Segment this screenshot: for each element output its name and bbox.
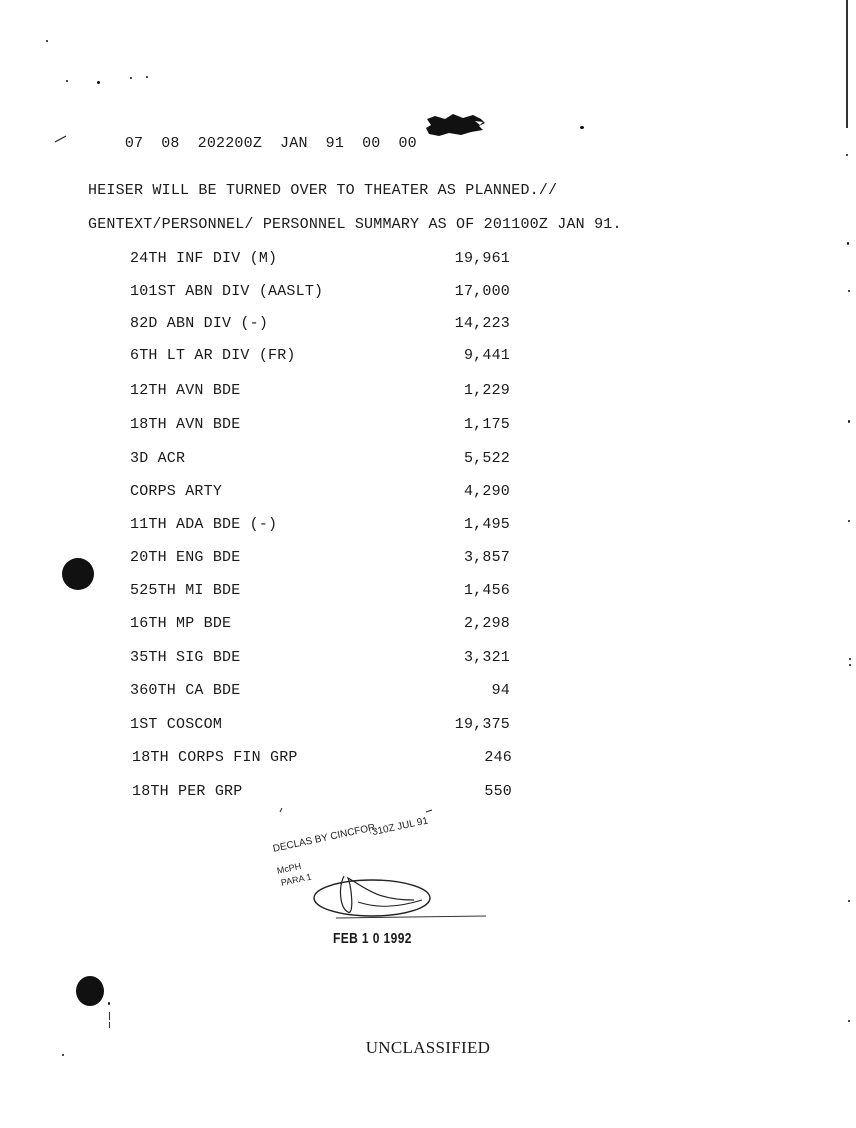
margin-mark	[54, 134, 68, 144]
unit-count: 2,298	[463, 615, 510, 632]
redaction-mark	[425, 113, 487, 137]
classification-marking: UNCLASSIFIED	[365, 1038, 491, 1057]
stamp-line: ·310Z JUL 91	[368, 815, 430, 839]
unit-label: 525TH MI BDE	[130, 582, 241, 599]
unit-count: 94	[491, 682, 510, 699]
unit-label: 82D ABN DIV (-)	[130, 315, 269, 332]
unit-count: 9,441	[463, 347, 510, 364]
unit-count: 1,175	[463, 416, 510, 433]
unit-label: 101ST ABN DIV (AASLT)	[130, 283, 324, 300]
scan-speck	[846, 154, 848, 156]
scan-speck	[97, 81, 100, 84]
scan-speck	[580, 126, 584, 129]
unit-count: 5,522	[463, 450, 510, 467]
unit-label: 18TH PER GRP	[132, 783, 243, 800]
unit-label: 20TH ENG BDE	[130, 549, 241, 566]
header-field: 00	[362, 135, 381, 152]
scan-speck	[108, 1002, 110, 1005]
unit-label: 1ST COSCOM	[130, 716, 223, 733]
unit-label: 35TH SIG BDE	[130, 649, 241, 666]
header-field: 08	[161, 135, 180, 152]
scan-speck	[848, 420, 850, 423]
unit-label: CORPS ARTY	[130, 483, 223, 500]
unit-count: 1,456	[463, 582, 510, 599]
unit-count: 19,961	[454, 250, 510, 267]
header-field: 00	[398, 135, 417, 152]
scan-speck	[848, 290, 850, 292]
header-field: 202200Z	[197, 135, 263, 152]
unit-count: 3,857	[463, 549, 510, 566]
unit-label: 18TH CORPS FIN GRP	[132, 749, 298, 766]
unit-count: 19,375	[454, 716, 510, 733]
scan-speck	[66, 80, 68, 82]
unit-count: 17,000	[454, 283, 510, 300]
body-line: GENTEXT/PERSONNEL/ PERSONNEL SUMMARY AS OF 201100Z JAN 91.	[88, 216, 622, 233]
stamp-line: PARA 1	[280, 871, 313, 888]
unit-count: 3,321	[463, 649, 510, 666]
date-stamp: FEB 1 0 1992	[333, 930, 412, 947]
unit-label: 11TH ADA BDE (-)	[130, 516, 278, 533]
declassification-stamp	[266, 808, 496, 928]
scan-edge-line	[846, 0, 848, 128]
scan-speck	[109, 1012, 110, 1020]
punch-hole	[62, 558, 94, 590]
unit-label: 3D ACR	[130, 450, 186, 467]
message-header	[88, 118, 435, 169]
scan-speck	[849, 664, 851, 666]
unit-count: 246	[484, 749, 512, 766]
unit-count: 4,290	[463, 483, 510, 500]
unit-label: 24TH INF DIV (M)	[130, 250, 278, 267]
scan-speck	[146, 76, 148, 78]
body-line: HEISER WILL BE TURNED OVER TO THEATER AS PLANNED.//	[88, 182, 558, 199]
scan-speck	[847, 242, 849, 245]
header-field: 07	[124, 135, 144, 152]
unit-label: 12TH AVN BDE	[130, 382, 241, 399]
unit-label: 360TH CA BDE	[130, 682, 241, 699]
scan-speck	[46, 40, 48, 42]
stamp-line: DECLAS BY CINCFOR	[272, 822, 377, 855]
unit-count: 14,223	[454, 315, 510, 332]
signature-scribble	[266, 808, 496, 928]
scan-speck	[130, 77, 132, 79]
punch-hole	[76, 976, 104, 1006]
stamp-line: McPH	[276, 860, 303, 876]
unit-count: 1,495	[463, 516, 510, 533]
scan-speck	[109, 1022, 110, 1028]
header-field: JAN	[280, 135, 308, 152]
header-field: 91	[325, 135, 345, 152]
unit-label: 16TH MP BDE	[130, 615, 232, 632]
scan-speck	[849, 658, 851, 660]
unit-label: 6TH LT AR DIV (FR)	[130, 347, 296, 364]
unit-count: 550	[484, 783, 512, 800]
scan-speck	[848, 520, 850, 522]
unit-label: 18TH AVN BDE	[130, 416, 241, 433]
unit-count: 1,229	[463, 382, 510, 399]
scan-speck	[848, 900, 850, 902]
scan-speck	[848, 1020, 850, 1022]
